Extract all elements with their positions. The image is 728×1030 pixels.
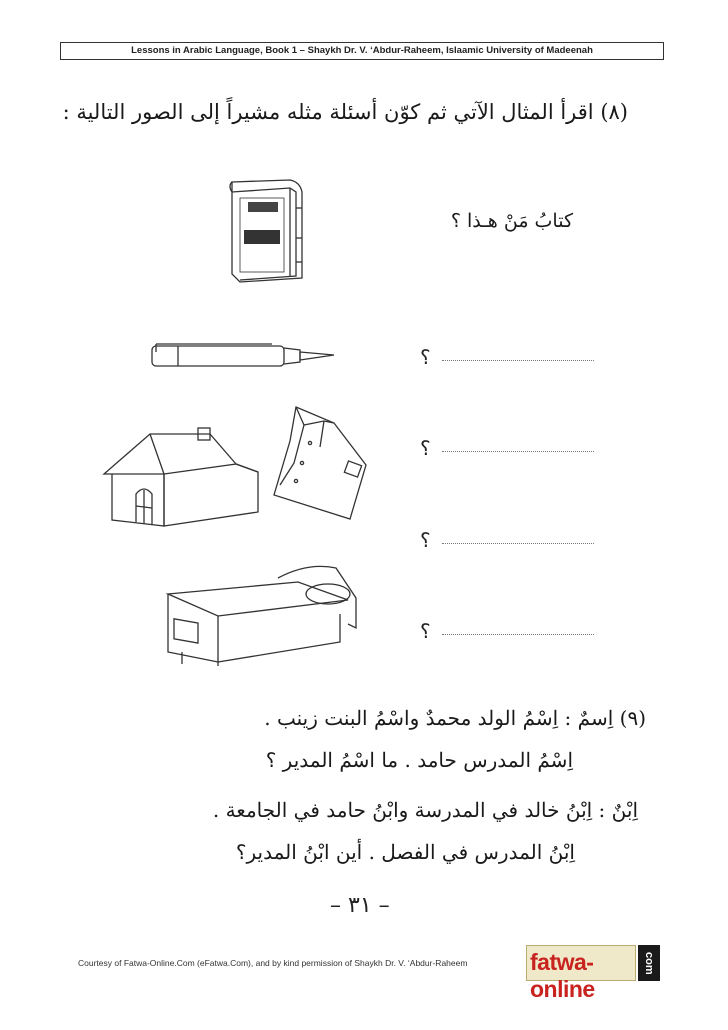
fatwa-online-logo[interactable] xyxy=(526,945,660,1002)
answer-line-bed[interactable] xyxy=(442,634,594,635)
book-icon xyxy=(226,178,316,284)
exercise-8-instruction: (٨) اقرأ المثال الآتي ثم كوّن أسئلة مثله مشيراً إلى الصور التالية : xyxy=(62,100,628,124)
question-mark: ؟ xyxy=(420,528,431,552)
pen-icon xyxy=(148,340,338,372)
house-icon xyxy=(98,428,273,528)
exercise-9-line-3: اِبْنٌ : اِبْنُ خالد في المدرسة وابْنُ حامد في الجامعة . xyxy=(212,798,638,822)
logo-suffix: com xyxy=(638,945,660,981)
question-mark: ؟ xyxy=(420,619,431,643)
logo-box xyxy=(526,945,636,1002)
bed-icon xyxy=(158,558,368,668)
shirt-icon xyxy=(272,403,372,523)
example-question: كتابُ مَنْ هـذا ؟ xyxy=(450,210,573,232)
footer-credit: Courtesy of Fatwa-Online.Com (eFatwa.Com), and by kind permission of Shaykh Dr. V. ‘Abdur-Raheem xyxy=(78,958,468,968)
answer-line-pen[interactable] xyxy=(442,360,594,361)
exercise-9-line-2: اِسْمُ المدرس حامد . ما اسْمُ المدير ؟ xyxy=(265,748,573,772)
answer-line-house[interactable] xyxy=(442,543,594,544)
page-number: – ٣١ – xyxy=(330,893,390,918)
page-header: Lessons in Arabic Language, Book 1 – Shaykh Dr. V. ‘Abdur-Raheem, Islaamic University of Madeenah xyxy=(60,42,664,60)
logo-text: fatwa-online xyxy=(530,949,595,1002)
answer-line-shirt[interactable] xyxy=(442,451,594,452)
exercise-9-line-1: (٩) اِسمٌ : اِسْمُ الولد محمدٌ واسْمُ البنت زينب . xyxy=(264,706,646,730)
question-mark: ؟ xyxy=(420,345,431,369)
exercise-9-line-4: اِبْنُ المدرس في الفصل . أين ابْنُ المدير؟ xyxy=(235,840,575,864)
question-mark: ؟ xyxy=(420,436,431,460)
